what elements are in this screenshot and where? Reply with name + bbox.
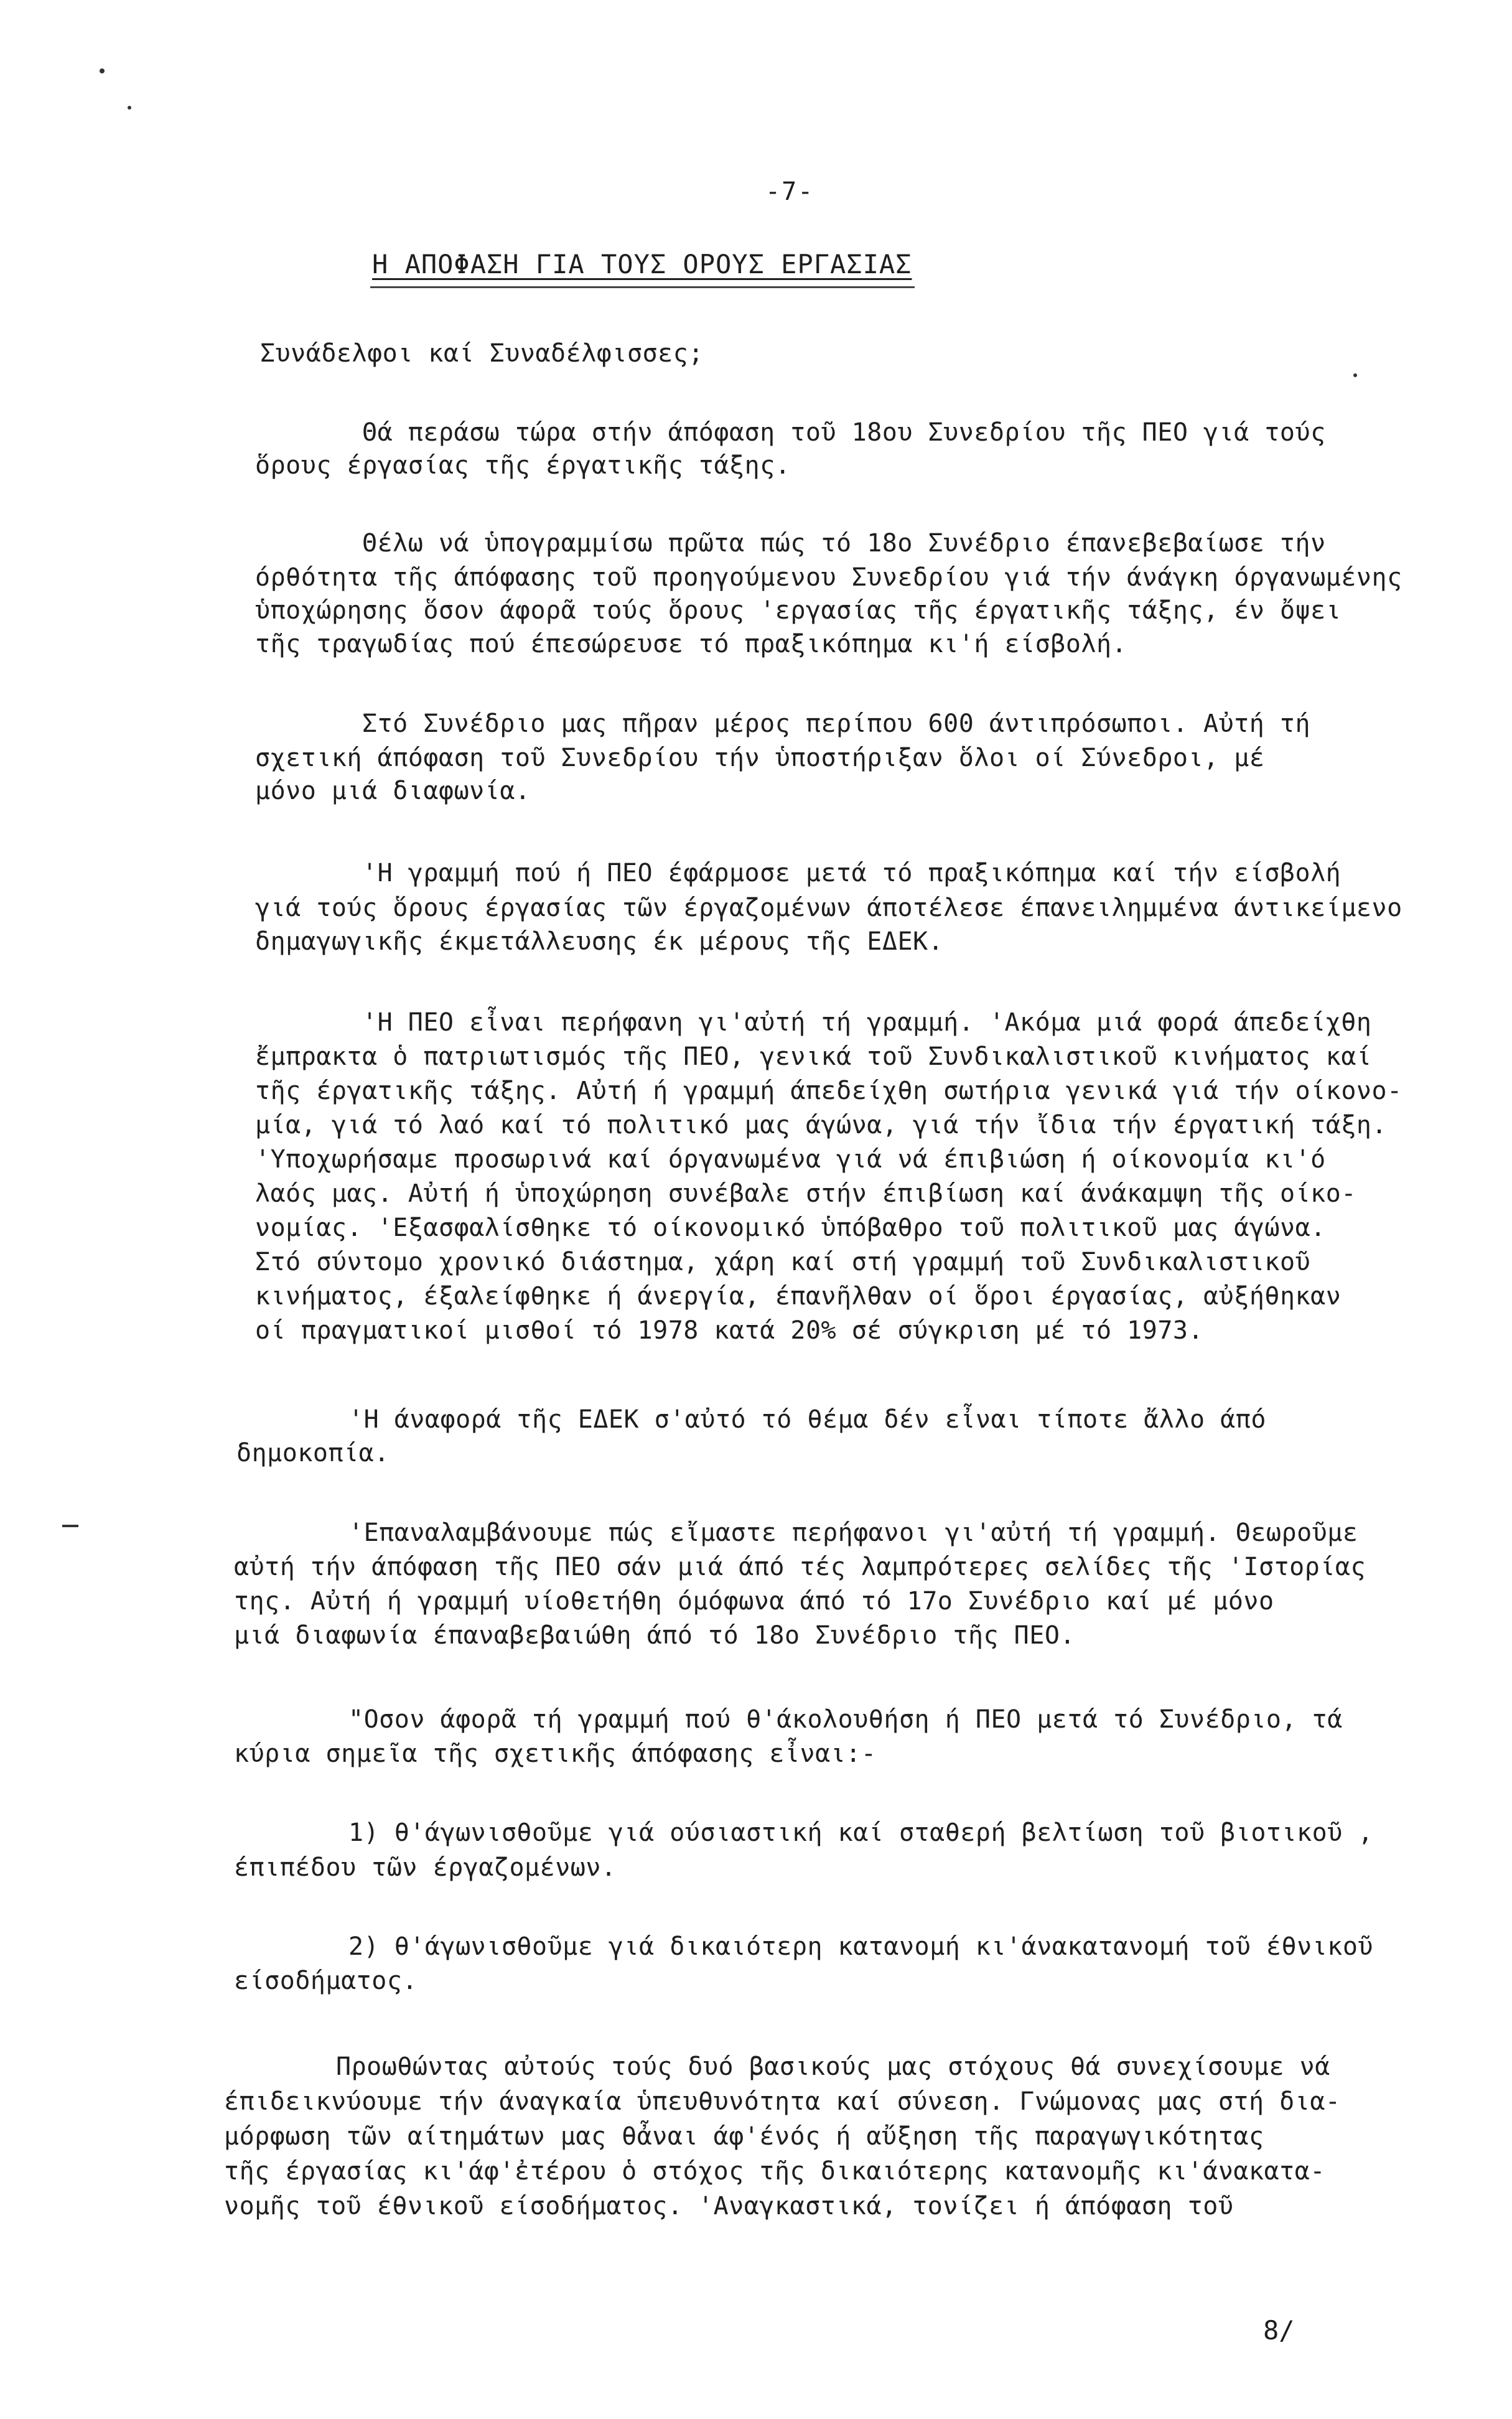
paragraph-line: ἔμπρακτα ὁ πατριωτισμός τῆς ΠΕΟ, γενικά τοῦ Συνδικαλιστικοῦ κινήματος καί <box>255 1042 1372 1071</box>
paragraph-line: όρθότητα τῆς άπόφασης τοῦ προηγούμενου Συνεδρίου γιά τήν άνάγκη όργανωμένης <box>255 563 1402 592</box>
numbered-point-1: 1) θ'άγωνισθοῦμε γιά ούσιαστική καί σταθερή βελτίωση τοῦ βιοτικοῦ , <box>348 1818 1373 1847</box>
paragraph-line: έπιδεικνύουμε τήν άναγκαία ὑπευθυνότητα καί σύνεση. Γνώμονας μας στή δια- <box>224 2087 1341 2116</box>
paragraph-line: μία, γιά τό λαό καί τό πολιτικό μας άγώνα, γιά τήν ἴδια τήν έργατική τάξη. <box>255 1111 1388 1139</box>
paragraph-line: σχετική άπόφαση τοῦ Συνεδρίου τήν ὑποστήριξαν ὅλοι οί Σύνεδροι, μέ <box>255 744 1265 772</box>
paragraph-line: 'Υποχωρήσαμε προσωρινά καί όργανωμένα γιά νά έπιβιώση ή οίκονομία κι'ό <box>255 1145 1326 1174</box>
paragraph-line: νομῆς τοῦ έθνικοῦ είσοδήματος. 'Αναγκαστικά, τονίζει ή άπόφαση τοῦ <box>224 2192 1234 2220</box>
paragraph-line: είσοδήματος. <box>234 1967 418 1995</box>
paragraph-line: γιά τούς ὅρους έργασίας τῶν έργαζομένων άποτέλεσε έπανειλημμένα άντικείμενο <box>255 894 1402 922</box>
paragraph-line: αὐτή τήν άπόφαση τῆς ΠΕΟ σάν μιά άπό τές λαμπρότερες σελίδες τῆς 'Ιστορίας <box>234 1553 1366 1581</box>
paragraph-line: νομίας. 'Εξασφαλίσθηκε τό οίκονομικό ὑπόβαθρο τοῦ πολιτικοῦ μας άγώνα. <box>255 1214 1326 1242</box>
paragraph-line: Στό Συνέδριο μας πῆραν μέρος περίπου 600 άντιπρόσωποι. Αὐτή τή <box>362 709 1311 738</box>
scan-mark <box>62 1525 78 1527</box>
page-title: Η ΑΠΟΦΑΣΗ ΓΙΑ ΤΟΥΣ ΟΡΟΥΣ ΕΡΓΑΣΙΑΣ <box>372 249 912 279</box>
paragraph-line: μόνο μιά διαφωνία. <box>255 777 531 805</box>
scan-speck <box>1353 373 1357 377</box>
paragraph-line: 'Η άναφορά τῆς ΕΔΕΚ σ'αὐτό τό θέμα δέν εἶναι τίποτε ἄλλο άπό <box>348 1405 1266 1434</box>
paragraph-line: τῆς τραγωδίας πού έπεσώρευσε τό πραξικόπημα κι'ή είσβολή. <box>255 630 1127 658</box>
scan-speck <box>100 68 105 73</box>
paragraph-line: δημαγωγικῆς έκμετάλλευσης έκ μέρους τῆς ΕΔΕΚ. <box>255 927 944 956</box>
paragraph-line: ὑποχώρησης ὅσον άφορᾶ τούς ὅρους 'εργασίας τῆς έργατικῆς τάξης, έν ὄψει <box>255 596 1342 625</box>
paragraph-line: οί πραγματικοί μισθοί τό 1978 κατά 20% σέ σύγκριση μέ τό 1973. <box>255 1316 1204 1345</box>
paragraph-line: ὅρους έργασίας τῆς έργατικῆς τάξης. <box>255 451 791 480</box>
paragraph-line: Στό σύντομο χρονικό διάστημα, χάρη καί στή γραμμή τοῦ Συνδικαλιστικοῦ <box>255 1248 1311 1276</box>
paragraph-line: κύρια σημεῖα τῆς σχετικῆς άπόφασης εἶναι:- <box>234 1739 877 1768</box>
paragraph-line: της. Αὐτή ή γραμμή υίοθετήθη όμόφωνα άπό τό 17ο Συνέδριο καί μέ μόνο <box>234 1587 1274 1616</box>
paragraph-line: Θέλω νά ὑπογραμμίσω πρῶτα πώς τό 18ο Συνέδριο έπανεβεβαίωσε τήν <box>362 529 1326 558</box>
salutation-line: Συνάδελφοι καί Συναδέλφισσες; <box>260 339 704 368</box>
page-number: -7- <box>765 177 814 206</box>
paragraph-line: μιά διαφωνία έπαναβεβαιώθη άπό τό 18ο Συνέδριο τῆς ΠΕΟ. <box>234 1621 1076 1650</box>
paragraph-line: Προωθώντας αὐτούς τούς δυό βασικούς μας στόχους θά συνεχίσουμε νά <box>336 2052 1330 2081</box>
paragraph-line: τῆς έργατικῆς τάξης. Αὐτή ή γραμμή άπεδείχθη σωτήρια γενικά γιά τήν οίκονο- <box>255 1077 1402 1105</box>
paragraph-line: λαός μας. Αὐτή ή ὑποχώρηση συνέβαλε στήν έπιβίωση καί άνάκαμψη τῆς οίκο- <box>255 1179 1356 1208</box>
paragraph-line: 'Η γραμμή πού ή ΠΕΟ έφάρμοσε μετά τό πραξικόπημα καί τήν είσβολή <box>362 859 1342 887</box>
title-underline <box>370 286 915 288</box>
paragraph-line: 'Επαναλαμβάνουμε πώς εἴμαστε περήφανοι γι'αὐτή τή γραμμή. Θεωροῦμε <box>348 1518 1358 1547</box>
scan-speck <box>128 106 131 110</box>
paragraph-line: Θά περάσω τώρα στήν άπόφαση τοῦ 18ου Συνεδρίου τῆς ΠΕΟ γιά τούς <box>362 418 1326 447</box>
paragraph-line: τῆς έργασίας κι'άφ'ἐτέρου ὁ στόχος τῆς δικαιότερης κατανομῆς κι'άνακατα- <box>224 2157 1325 2186</box>
paragraph-line: δημοκοπία. <box>236 1439 390 1467</box>
paragraph-line: κινήματος, έξαλείφθηκε ή άνεργία, έπανῆλθαν οί ὅροι έργασίας, αὐξήθηκαν <box>255 1282 1342 1311</box>
paragraph-line: "Οσον άφορᾶ τή γραμμή πού θ'άκολουθήση ή ΠΕΟ μετά τό Συνέδριο, τά <box>348 1705 1343 1734</box>
paragraph-line: έπιπέδου τῶν έργαζομένων. <box>234 1853 617 1882</box>
numbered-point-2: 2) θ'άγωνισθοῦμε γιά δικαιότερη κατανομή κι'άνακατανομή τοῦ έθνικοῦ <box>348 1932 1373 1961</box>
paragraph-line: μόρφωση τῶν αίτημάτων μας θἆναι άφ'ένός ή αὔξηση τῆς παραγωγικότητας <box>224 2122 1264 2151</box>
continuation-mark: 8/ <box>1263 2315 1295 2346</box>
paragraph-line: 'Η ΠΕΟ εἶναι περήφανη γι'αὐτή τή γραμμή. 'Ακόμα μιά φορά άπεδείχθη <box>362 1008 1372 1037</box>
